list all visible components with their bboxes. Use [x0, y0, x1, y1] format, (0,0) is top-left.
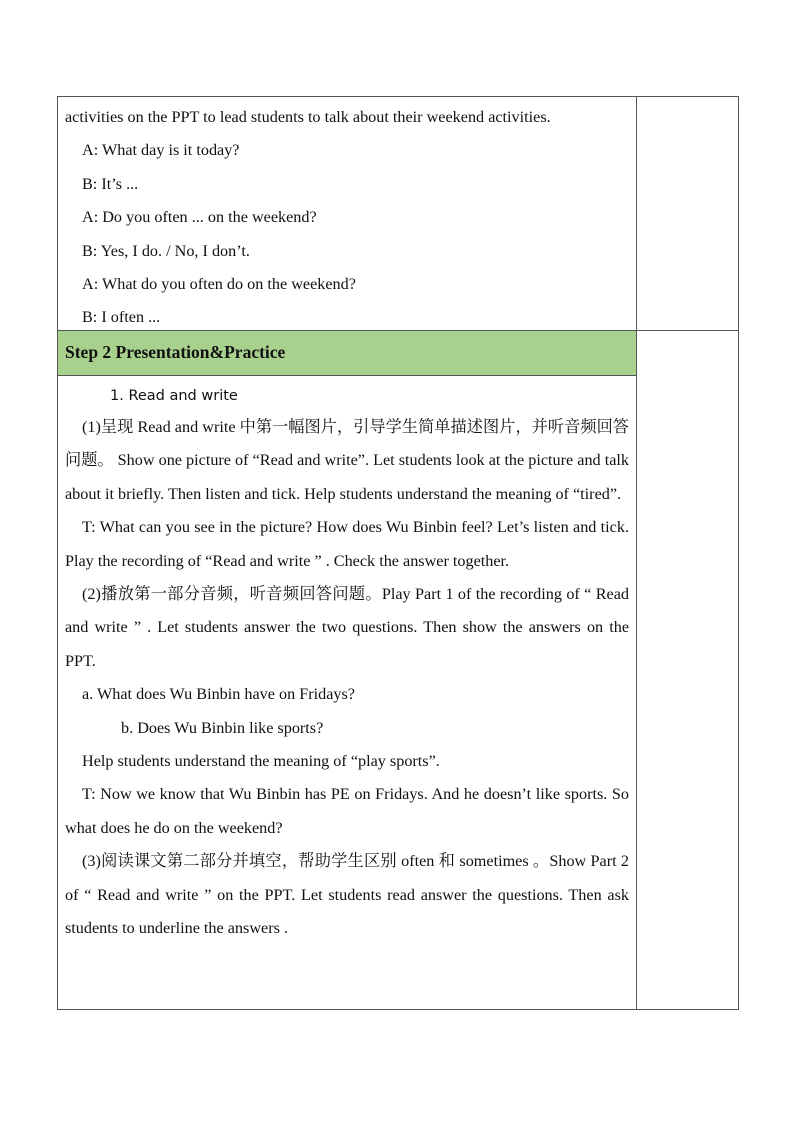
dialogue-line: A: What day is it today? — [82, 141, 240, 160]
step-side-cell — [637, 331, 739, 1010]
paragraph-5: (3)阅读课文第二部分并填空，帮助学生区别 often 和 sometimes 。Show Part 2 of “ Read and write ” on the PPT. Let students read answer the questions. Then ask students to underline the answers . — [65, 852, 629, 938]
lesson-plan-table — [57, 96, 739, 1010]
top-row — [58, 97, 739, 331]
help-line: Help students understand the meaning of “play sports”. — [82, 752, 440, 771]
question-b: b. Does Wu Binbin like sports? — [121, 718, 324, 737]
dialogue-line: A: Do you often ... on the weekend? — [82, 208, 317, 227]
paragraph-1: (1)呈现 Read and write 中第一幅图片，引导学生简单描述图片，并听音频回答问题。 Show one picture of “Read and write”. Let students look at the picture and talk about it briefly. Then listen and tick. Help students understand the meaning of “tired”. — [65, 418, 629, 503]
step-header-cell — [58, 331, 637, 376]
step-title: Step 2 Presentation&Practice — [65, 342, 286, 362]
paragraph-2: T: What can you see in the picture? How does Wu Binbin feel? Let’s listen and tick. Play the recording of “Read and write ” . Check the answer together. — [65, 518, 629, 570]
step-header-row — [58, 331, 739, 376]
paragraph-3: (2)播放第一部分音频，听音频回答问题。Play Part 1 of the recording of “ Read and write ” . Let students answer the two questions. Then show the answers on the PPT. — [65, 585, 629, 670]
paragraph-4: T: Now we know that Wu Binbin has PE on Fridays. And he doesn’t like sports. So what does he do on the weekend? — [65, 785, 629, 837]
dialogue-line: A: What do you often do on the weekend? — [82, 275, 356, 294]
top-main-cell — [58, 97, 637, 331]
step-content-row — [58, 376, 739, 1010]
dialogue-line: B: It’s ... — [82, 174, 139, 193]
read-and-write-heading: 1. Read and write — [110, 388, 238, 404]
dialogue-line: B: Yes, I do. / No, I don’t. — [82, 241, 250, 260]
question-a: a. What does Wu Binbin have on Fridays? — [82, 685, 355, 704]
dialogue-line: B: I often ... — [82, 308, 161, 327]
step-content-cell — [58, 376, 637, 1010]
intro-line: activities on the PPT to lead students to talk about their weekend activities. — [65, 108, 551, 126]
top-side-cell — [637, 97, 739, 331]
